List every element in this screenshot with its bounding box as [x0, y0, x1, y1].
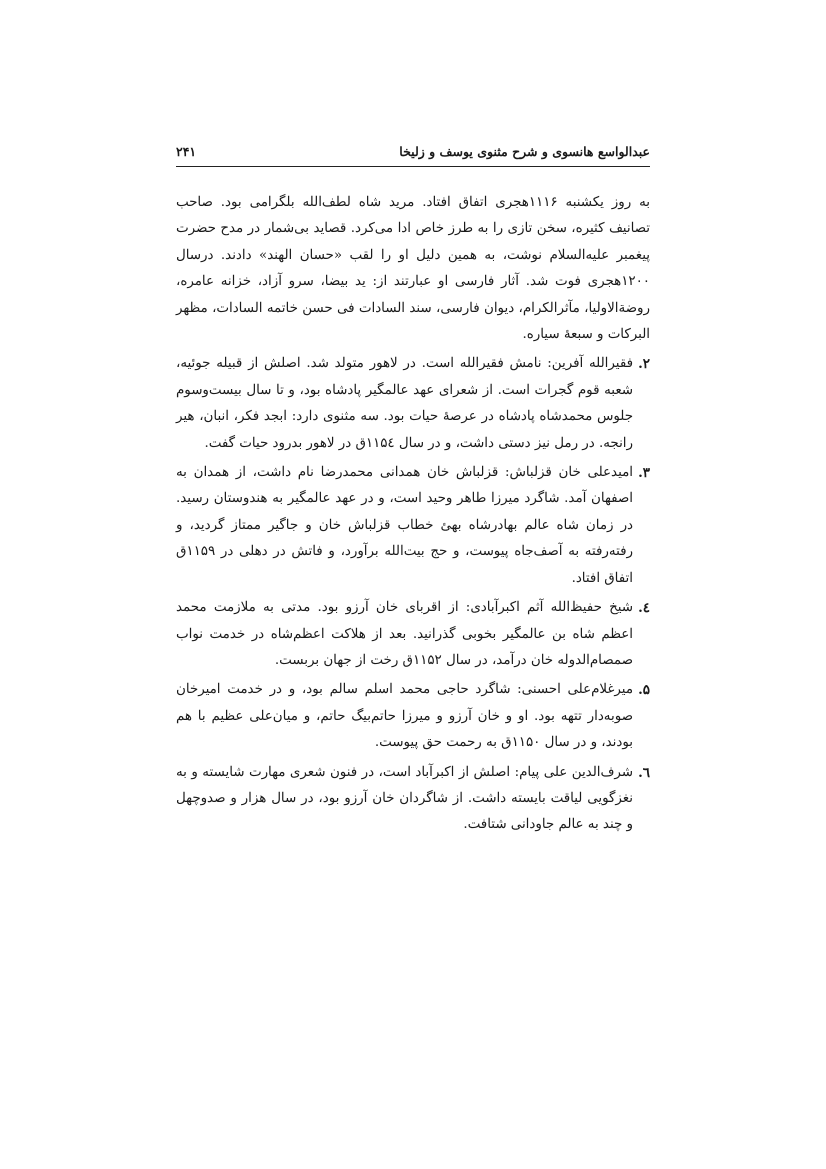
- entry-text: شرف‌الدین علی پیام: اصلش از اکبرآباد است، در فنون شعری مهارت شایسته و به نغزگویی لیاقت بایسته داشت. از شاگردان خان آرزو بود، در سال هزار و صدوچهل و چند به عالم جاودانی شتافت.: [176, 764, 633, 833]
- entry-number: ۳.: [638, 465, 650, 482]
- list-item: [176, 677, 650, 756]
- entry-number: ٦.: [638, 764, 650, 781]
- entry-number: ۲.: [638, 356, 650, 373]
- list-item: [176, 595, 650, 674]
- list-item: [176, 460, 650, 592]
- entry-number: ۵.: [638, 682, 650, 699]
- list-item: [176, 760, 650, 839]
- list-item: [176, 351, 650, 457]
- entry-text: شیخ حفیظ‌الله آثم اکبرآبادی: از اقربای خان آرزو بود. مدتی به ملازمت محمد اعظم شاه بن عالمگیر بخوبی گذرانید. بعد از هلاکت اعظم‌شاه در خدمت نواب صمصام‌الدوله خان درآمد، در سال ۱۱۵۲ق رخت از جهان بربست.: [176, 600, 633, 668]
- entry-number: ٤.: [638, 600, 650, 617]
- intro-paragraph: به روز یکشنبه ۱۱۱۶هجری اتفاق افتاد. مرید شاه لطف‌الله بلگرامی بود. صاحب تصانیف کثیره، سخن تازی را به طرز خاص ادا می‌کرد. قصاید بی‌شمار در مدح حضرت پیغمبر علیه‌السلام نوشت، به همین دلیل او را لقب «حسان الهند» دادند. درسال ۱۲۰۰هجری فوت شد. آثار فارسی او عبارتند از: ید بیضا، سرو آزاد، خزانه عامره، روضة‌الاولیا، مآثرالکرام، دیوان فارسی، سند السادات فی حسن خاتمه السادات، مظهر البرکات و سبعهٔ سیاره.: [176, 195, 650, 343]
- entry-text: امیدعلی خان قزلباش: قزلباش خان همدانی محمدرضا نام داشت، از همدان به اصفهان آمد. شاگرد میرزا طاهر وحید است، و در عهد عالمگیر به هندوستان رسید. در زمان شاه عالم بهادرشاه بهئ خطاب قزلباش خان و جاگیر ممتاز گردید، و رفته‌رفته به آصف‌جاه پیوست، و حج بیت‌الله برآورد، و فاتش در دهلی در ۱۱۵۹ق اتفاق افتاد.: [176, 465, 633, 586]
- page-body: [176, 190, 650, 839]
- page-number: ۲۴۱: [176, 144, 197, 159]
- biography-list: [176, 351, 650, 838]
- running-title: عبدالواسع هانسوی و شرح مثنوی یوسف و زلیخا: [399, 144, 650, 159]
- entry-text: فقیرالله آفرین: نامش فقیرالله است. در لاهور متولد شد. اصلش از قبیله جوئیه، شعبه قوم گجرات است. از شعرای عهد عالمگیر پادشاه بود، و تا سال بیست‌وسوم جلوس محمدشاه پادشاه در عرصهٔ حیات بود. سه مثنوی دارد: ابجد فکر، انبان، هیر رانجه. در رمل نیز دستی داشت، و در سال ۱۱۵٤ق در لاهور بدرود حیات گفت.: [176, 356, 633, 451]
- entry-text: میرغلام‌علی احسنی: شاگرد حاجی محمد اسلم سالم بود، و در خدمت امیرخان صوبه‌دار تتهه بود. او و خان آرزو و میرزا حاتم‌بیگ حاتم، و میان‌علی عظیم با هم بودند، و در سال ۱۱۵۰ق به رحمت حق پیوست.: [176, 682, 633, 751]
- running-header: [176, 140, 650, 167]
